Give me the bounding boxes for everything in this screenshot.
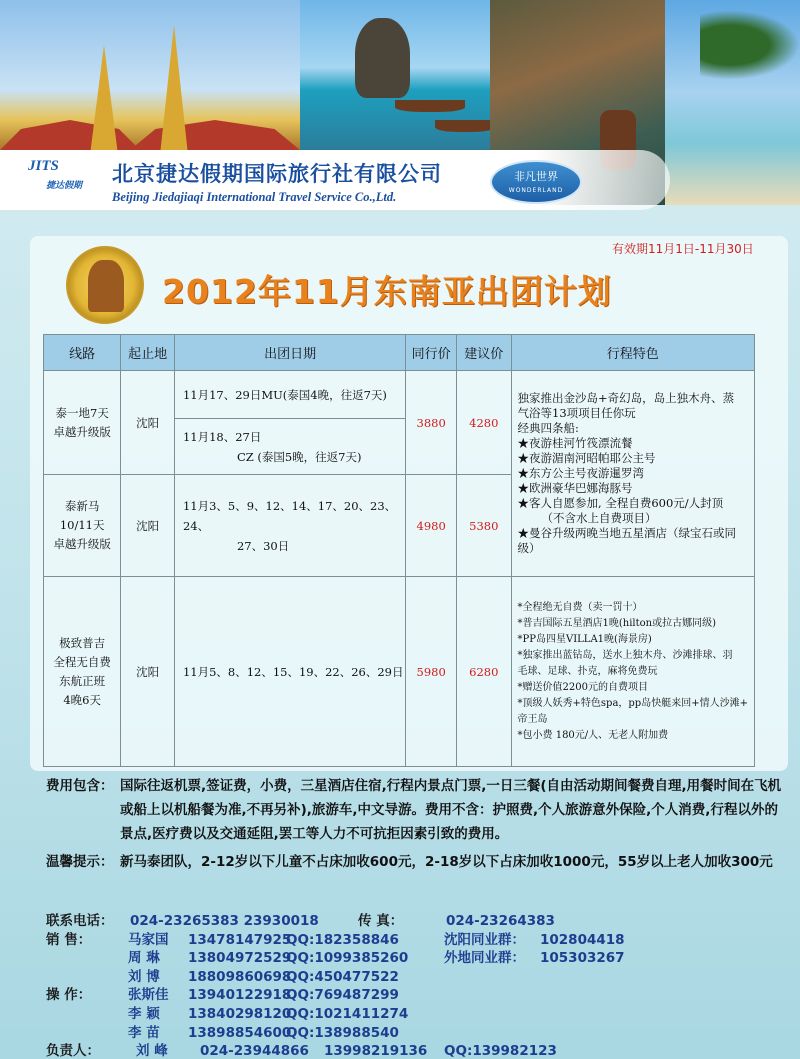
emblem-logo [66,246,144,324]
contact-tel: 18809860698 [188,968,292,985]
lead-label: 负责人： [46,1043,100,1059]
contact-tel: 13804972529 [188,950,292,967]
lead-line [46,1042,786,1059]
contact-qq: QQ:1099385260 [286,950,409,967]
date-cell: 11月5、8、12、15、19、22、26、29日 [174,577,405,767]
contact-tel: 13478147925 [188,931,292,948]
sales-line [46,949,786,968]
contact-qq: QQ:450477522 [286,968,399,985]
date-cell: 11月18、27日 CZ (泰国5晚，往返7天) [174,419,405,475]
date-cell: 11月3、5、9、12、14、17、20、23、24、 27、30日 [174,475,405,577]
group-label: 外地同业群： [444,950,525,967]
validity-period: 有效期11月1日-11月30日 [612,242,754,256]
group-number: 102804418 [540,931,625,948]
features-cell: *全程绝无自费（卖一罚十） *普吉国际五星酒店1晚(hilton或拉古娜同级) *PP岛四星VILLA1晚(海景房) *独家推出蓝钻岛，送水上独木舟、沙滩排球、羽 毛球、足球、扑克，麻将免费玩 *赠送价值2200元的自费项目 *顶级人妖秀+特色spa，pp岛快艇来回+情人沙滩+ 帝王岛 *包小费 180元/人、无老人附加费 [511,577,754,767]
fax-label: 传 真： [358,913,404,929]
phone-label: 联系电话： [46,913,114,929]
phone-line [46,912,786,931]
header-dates: 出团日期 [174,335,405,371]
city-cell: 沈阳 [121,475,175,577]
contact-name: 李 颖 [128,1005,160,1022]
tip-label: 温馨提示： [46,854,114,870]
table-row [44,371,755,419]
fee-label: 费用包含： [46,778,114,794]
contact-tel: 13840298120 [188,1005,292,1022]
table-row [44,577,755,767]
lead-tel: 024-23944866 [200,1043,309,1059]
header-city: 起止地 [121,335,175,371]
fax-number: 024-23264383 [446,913,555,929]
fee-row [46,774,786,846]
company-name-en: Beijing Jiedajiaqi International Travel Service Co.,Ltd. [112,190,397,204]
company-logo: JITS 捷达假期 [28,158,83,190]
contacts-section [46,912,786,1059]
wonderland-badge: 非凡世界 WONDERLAND [490,160,582,204]
longtail-boat [435,120,495,132]
ops-line [46,1005,786,1024]
route-cell: 极致普吉 全程无自费 东航正班 4晚6天 [44,577,121,767]
sales-line [46,931,786,950]
lead-name: 刘 峰 [136,1043,168,1059]
table-header-row [44,335,755,371]
contact-name: 李 苗 [128,1024,160,1041]
contact-qq: QQ:769487299 [286,987,399,1004]
ops-label: 操 作： [46,987,92,1004]
ops-line [46,1024,786,1043]
contact-name: 张斯佳 [128,987,169,1004]
contact-tel: 13898854600 [188,1024,292,1041]
lead-mobile: 13998219136 [324,1043,428,1059]
suggested-price: 5380 [457,475,512,577]
group-label: 沈阳同业群： [444,931,525,948]
city-cell: 沈阳 [121,577,175,767]
contact-name: 马家国 [128,931,169,948]
temple-spire [160,25,188,155]
contact-qq: QQ:1021411274 [286,1005,409,1022]
group-number: 105303267 [540,950,625,967]
company-name-cn: 北京捷达假期国际旅行社有限公司 [112,161,442,186]
contact-name: 周 琳 [128,950,160,967]
suggested-price: 4280 [457,371,512,475]
header-suggested-price: 建议价 [457,335,512,371]
header-trade-price: 同行价 [406,335,457,371]
contact-tel: 13940122918 [188,987,292,1004]
ops-line [46,986,786,1005]
lead-qq: QQ:139982123 [444,1043,557,1059]
tip-text: 新马泰团队，2-12岁以下儿童不占床加收600元，2-18岁以下占床加收1000元，55岁以上老人加收300元 [120,854,773,870]
emblem-figure [88,260,124,312]
longtail-boat [395,100,465,112]
date-cell: 11月17、29日MU(泰国4晚，往返7天) [174,371,405,419]
trade-price: 4980 [406,475,457,577]
suggested-price: 6280 [457,577,512,767]
phone-number: 024-23265383 23930018 [130,913,319,929]
tour-plan-table [43,334,755,767]
tip-row [46,850,786,874]
city-cell: 沈阳 [121,371,175,475]
temple-spire [90,45,118,155]
sales-line [46,968,786,987]
trade-price: 3880 [406,371,457,475]
route-cell: 泰新马 10/11天 卓越升级版 [44,475,121,577]
route-cell: 泰一地7天 卓越升级版 [44,371,121,475]
trade-price: 5980 [406,577,457,767]
contact-qq: QQ:138988540 [286,1024,399,1041]
header-features: 行程特色 [511,335,754,371]
rock-island [355,18,410,98]
contact-name: 刘 博 [128,968,160,985]
palm-leaves [700,10,800,80]
sales-label: 销 售： [46,931,92,948]
contact-qq: QQ:182358846 [286,931,399,948]
header-route: 线路 [44,335,121,371]
features-cell: 独家推出金沙岛+奇幻岛，岛上独木舟、蒸 气浴等13项项目任你玩 经典四条船: ★夜游桂河竹筏漂流餐 ★夜游湄南河昭帕耶公主号 ★东方公主号夜游暹罗湾 ★欧洲豪华巴娜海豚号 ★客人自愿参加, 全程自费600元/人封顶 （不含水上自费项目） ★曼谷升级两晚当地五星酒店（绿宝石或同 级） [511,371,754,577]
fee-text: 国际往返机票,签证费，小费，三星酒店住宿,行程内景点门票,一日三餐(自由活动期间餐费自理,用餐时间在飞机或船上以机船餐为准,不再另补),旅游车,中文导游。费用不含：护照费,个人旅游意外保险,个人消费,行程以外的景点,医疗费以及交通延阻,罢工等人力不可抗拒因素引致的费用。 [120,778,782,842]
page-title: 2012年11月东南亚出团计划 [162,272,612,311]
notes-section [46,774,786,874]
